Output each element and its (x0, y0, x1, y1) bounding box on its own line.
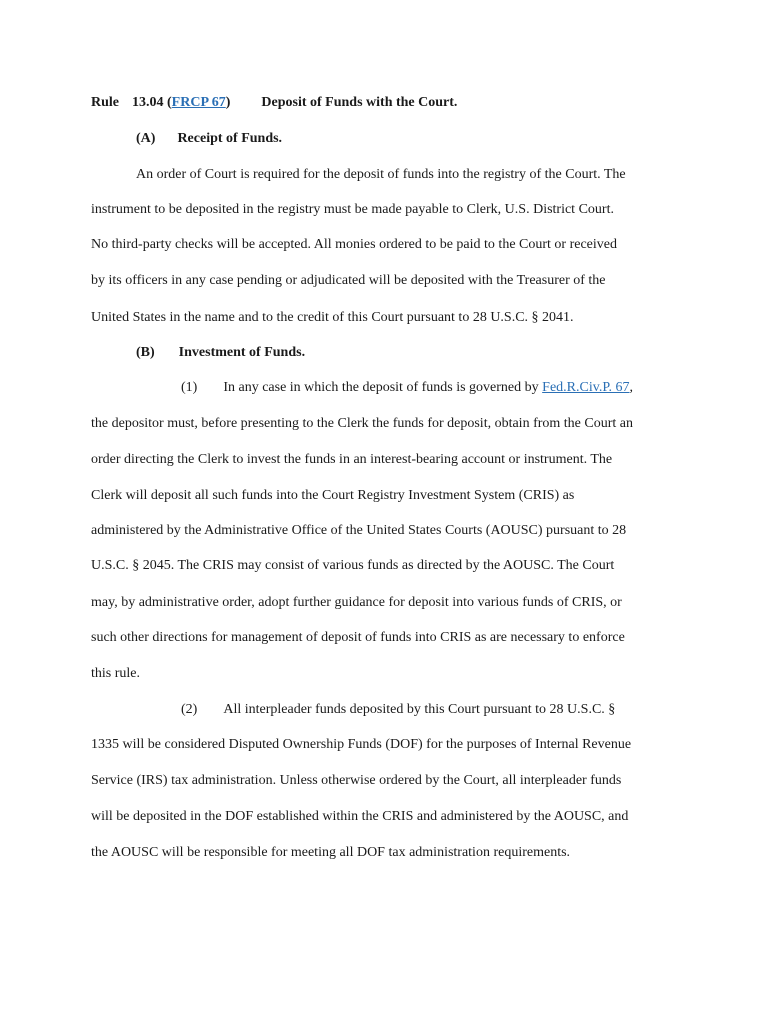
section-a-line: instrument to be deposited in the registry must be made payable to Clerk, U.S. District Court. (91, 202, 614, 217)
rule-label: Rule (91, 95, 119, 110)
item-1-line: this rule. (91, 666, 140, 681)
item-2-marker: (2) (181, 702, 198, 717)
item-1-line: the depositor must, before presenting to the Clerk the funds for deposit, obtain from the Court an (91, 416, 633, 431)
frcp-link[interactable]: FRCP 67 (171, 95, 226, 110)
section-a-line: United States in the name and to the credit of this Court pursuant to 28 U.S.C. § 2041. (91, 310, 574, 325)
item-2-line: 1335 will be considered Disputed Ownership Funds (DOF) for the purposes of Internal Revenue (91, 737, 632, 752)
item-1-line: administered by the Administrative Office of the United States Courts (AOUSC) pursuant to 28 (91, 523, 627, 538)
item-1-line: order directing the Clerk to invest the funds in an interest-bearing account or instrument. The (91, 452, 613, 467)
item-2-line: Service (IRS) tax administration. Unless otherwise ordered by the Court, all interpleader funds (91, 773, 622, 788)
item-1-comma: , (629, 380, 634, 395)
rule-heading (91, 94, 457, 112)
item-1-line: U.S.C. § 2045. The CRIS may consist of various funds as directed by the AOUSC. The Court (91, 558, 615, 573)
item-2-text: All interpleader funds deposited by this Court pursuant to 28 U.S.C. § (223, 702, 616, 717)
item-2-first-line (181, 701, 615, 719)
item-2-line: the AOUSC will be responsible for meeting all DOF tax administration requirements. (91, 845, 571, 860)
section-a-heading (136, 130, 282, 148)
item-1-line: may, by administrative order, adopt further guidance for deposit into various funds of CRIS, or (91, 595, 622, 610)
section-a-title: Receipt of Funds. (177, 131, 283, 146)
item-1-first-line (181, 379, 633, 397)
rule-title: Deposit of Funds with the Court. (261, 95, 458, 110)
section-b-heading (136, 344, 305, 362)
item-1-marker: (1) (181, 380, 198, 395)
fed-rciv-link[interactable]: Fed.R.Civ.P. 67 (542, 380, 630, 395)
rule-close-paren: ) (225, 95, 231, 110)
rule-number: 13.04 ( (132, 95, 172, 110)
section-a-line: No third-party checks will be accepted. All monies ordered to be paid to the Court or received (91, 237, 617, 252)
item-1-line: Clerk will deposit all such funds into the Court Registry Investment System (CRIS) as (91, 488, 575, 503)
item-1-line: such other directions for management of deposit of funds into CRIS as are necessary to enforce (91, 630, 625, 645)
item-1-text: In any case in which the deposit of funds is governed by (223, 380, 543, 395)
section-a-line: by its officers in any case pending or adjudicated will be deposited with the Treasurer of the (91, 273, 606, 288)
section-a-line: An order of Court is required for the deposit of funds into the registry of the Court. The (136, 167, 626, 182)
item-2-line: will be deposited in the DOF established within the CRIS and administered by the AOUSC, and (91, 809, 629, 824)
section-b-marker: (B) (136, 345, 155, 360)
section-a-marker: (A) (136, 131, 156, 146)
section-b-title: Investment of Funds. (178, 345, 306, 360)
